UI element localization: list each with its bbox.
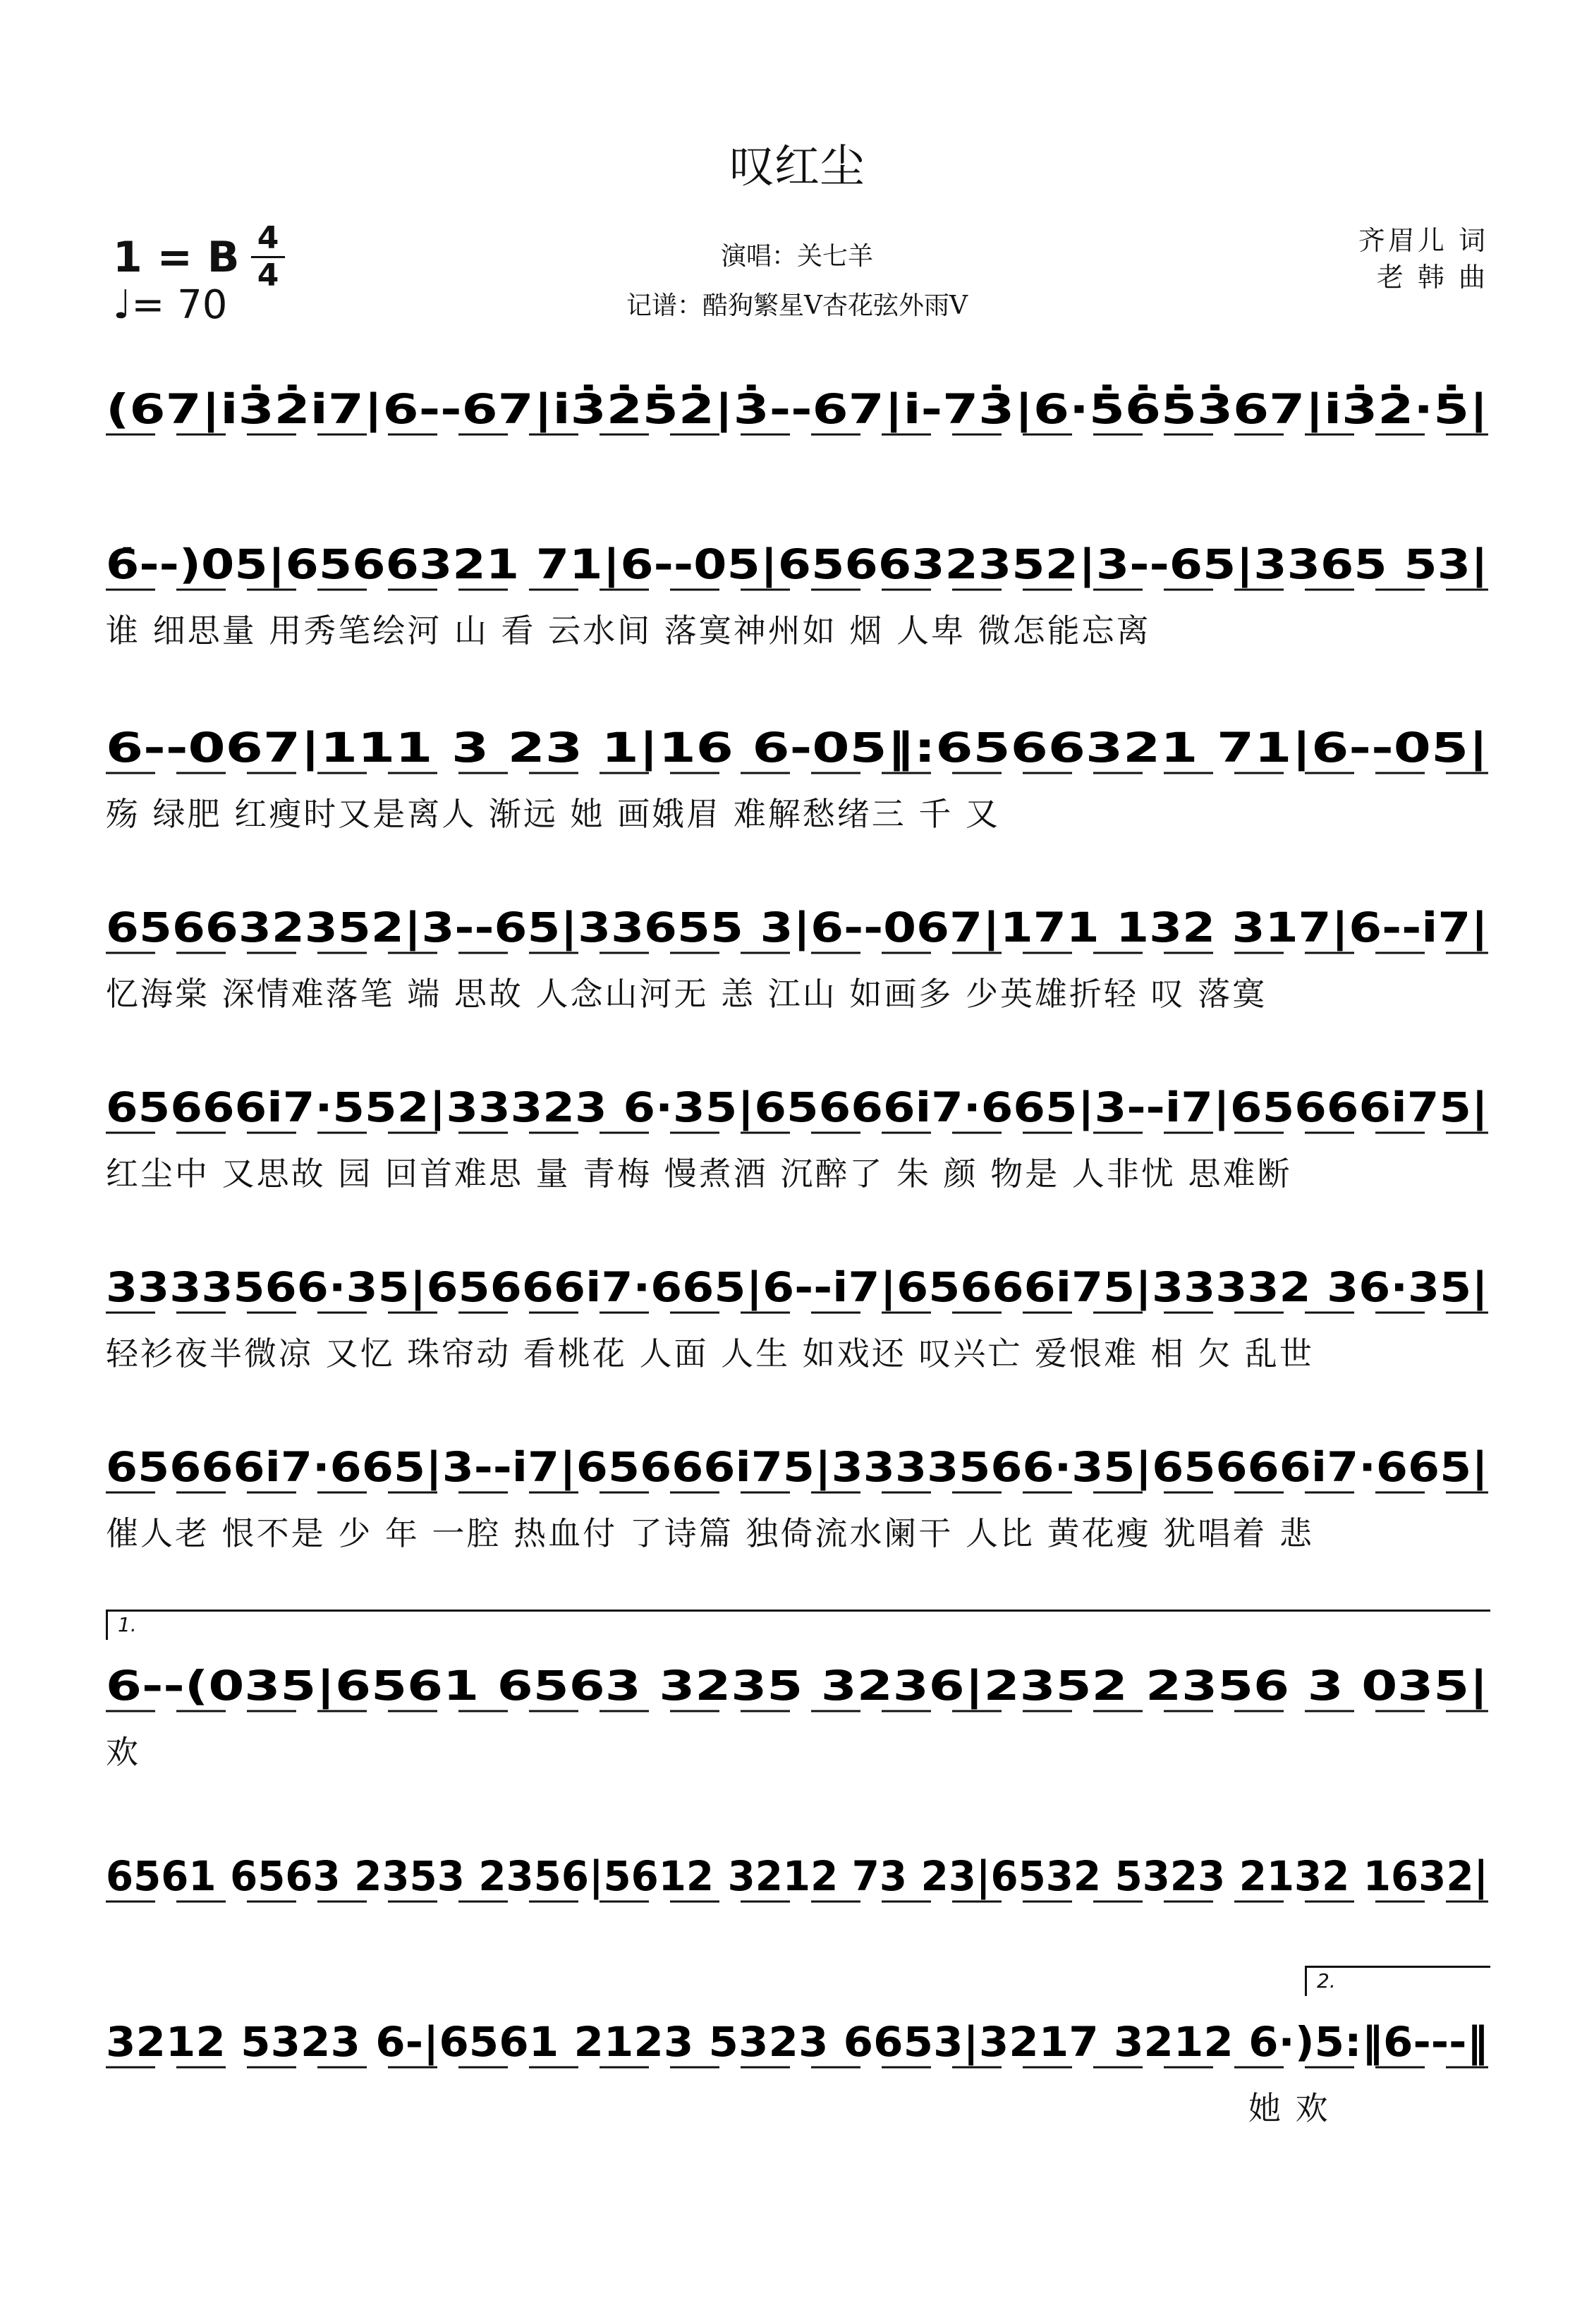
notation-line — [106, 705, 1488, 783]
lyric-line: 忆海棠 深情难落笔 端 思故 人念山河无 恙 江山 如画多 少英雄折轻 叹 落寞 — [106, 975, 1267, 1013]
time-signature-bottom: 4 — [257, 257, 279, 293]
notation-text: 6--067|111 3 23 1|16 6-05‖:6566321 71|6--05| — [106, 724, 1488, 772]
notation-text: 656632352|3--65|33655 3|6--067|171 132 317|6--i̇7| — [106, 904, 1488, 951]
notation-text: 6̇--)05|6566321 71|6--05|656632352|3--65|3365 53| — [106, 540, 1488, 588]
notation-line — [106, 885, 1488, 963]
notation-text: 65666i̇7·552|33323 6·35|65666i̇7·665|3--i̇7|65666i̇75| — [106, 1083, 1488, 1131]
lyric-line: 她 欢 — [1248, 2089, 1330, 2127]
notation-line — [106, 1834, 1488, 1911]
volta-label: 1. — [118, 1613, 137, 1636]
singer-credit: 演唱：关七羊 — [720, 242, 873, 271]
volta-bracket — [106, 1610, 1490, 1640]
time-signature-top: 4 — [257, 220, 279, 256]
lyric-line: 殇 绿肥 红瘦时又是离人 渐远 她 画娥眉 难解愁绪三 千 又 — [106, 795, 1000, 833]
notation-text: (67|i̇3̇2̇i̇7|6--67|i̇3̇2̇5̇2̇|3̇--67|i̇-73̇|6·5̇6̇5̇3̇67|i̇3̇2̇·5̇| — [106, 385, 1199, 433]
notation-text: 6--(035|6561 6563 3235 3236|2352 2356 3 035| — [106, 1662, 1488, 1710]
notation-line — [106, 1245, 1488, 1322]
notation-line — [106, 367, 1488, 444]
key-signature: 1 = B — [113, 233, 240, 282]
notation-text: 3212 5323 6-|6561 2123 5323 6653|3217 3212 6·)5:‖6---‖ — [106, 2018, 1488, 2066]
notation-text: 6561 6563 2353 2356|5612 3212 73 23|6532 5323 2132 1632| — [106, 1852, 1488, 1900]
volta-label: 2. — [1317, 1969, 1336, 1993]
lyric-line: 催人老 恨不是 少 年 一腔 热血付 了诗篇 独倚流水阑干 人比 黄花瘦 犹唱着 悲 — [106, 1514, 1314, 1552]
lyric-line: 欢 — [106, 1733, 140, 1771]
transcriber-credit: 记谱：酷狗繁星V杏花弦外雨V — [626, 291, 968, 320]
song-title: 叹红尘 — [729, 141, 865, 193]
notation-line — [106, 1425, 1488, 1502]
lyric-line: 轻衫夜半微凉 又忆 珠帘动 看桃花 人面 人生 如戏还 叹兴亡 爱恨难 相 欠 乱世 — [106, 1334, 1314, 1373]
notation-text: 3333566·35|65666i̇7·665|6--i̇7|65666i̇75|33332 36·35| — [106, 1263, 1488, 1311]
tempo-marking: ♩= 70 — [113, 282, 228, 328]
lyric-line: 红尘中 又思故 园 回首难思 量 青梅 慢煮酒 沉醉了 朱 颜 物是 人非忧 思难断 — [106, 1155, 1292, 1193]
lyric-line: 谁 细思量 用秀笔绘河 山 看 云水间 落寞神州如 烟 人卑 微怎能忘离 — [106, 612, 1151, 650]
notation-text: 65666i̇7·665|3--i̇7|65666i̇75|3333566·35|65666i̇7·665| — [106, 1443, 1488, 1491]
notation-line — [106, 1643, 1488, 1721]
notation-line — [106, 522, 1488, 600]
lyricist-credit: 齐眉儿 词 — [1358, 225, 1488, 256]
notation-line — [106, 2000, 1488, 2077]
notation-line — [106, 1065, 1488, 1143]
composer-credit: 老 韩 曲 — [1376, 262, 1488, 293]
volta-bracket — [1305, 1966, 1490, 1996]
